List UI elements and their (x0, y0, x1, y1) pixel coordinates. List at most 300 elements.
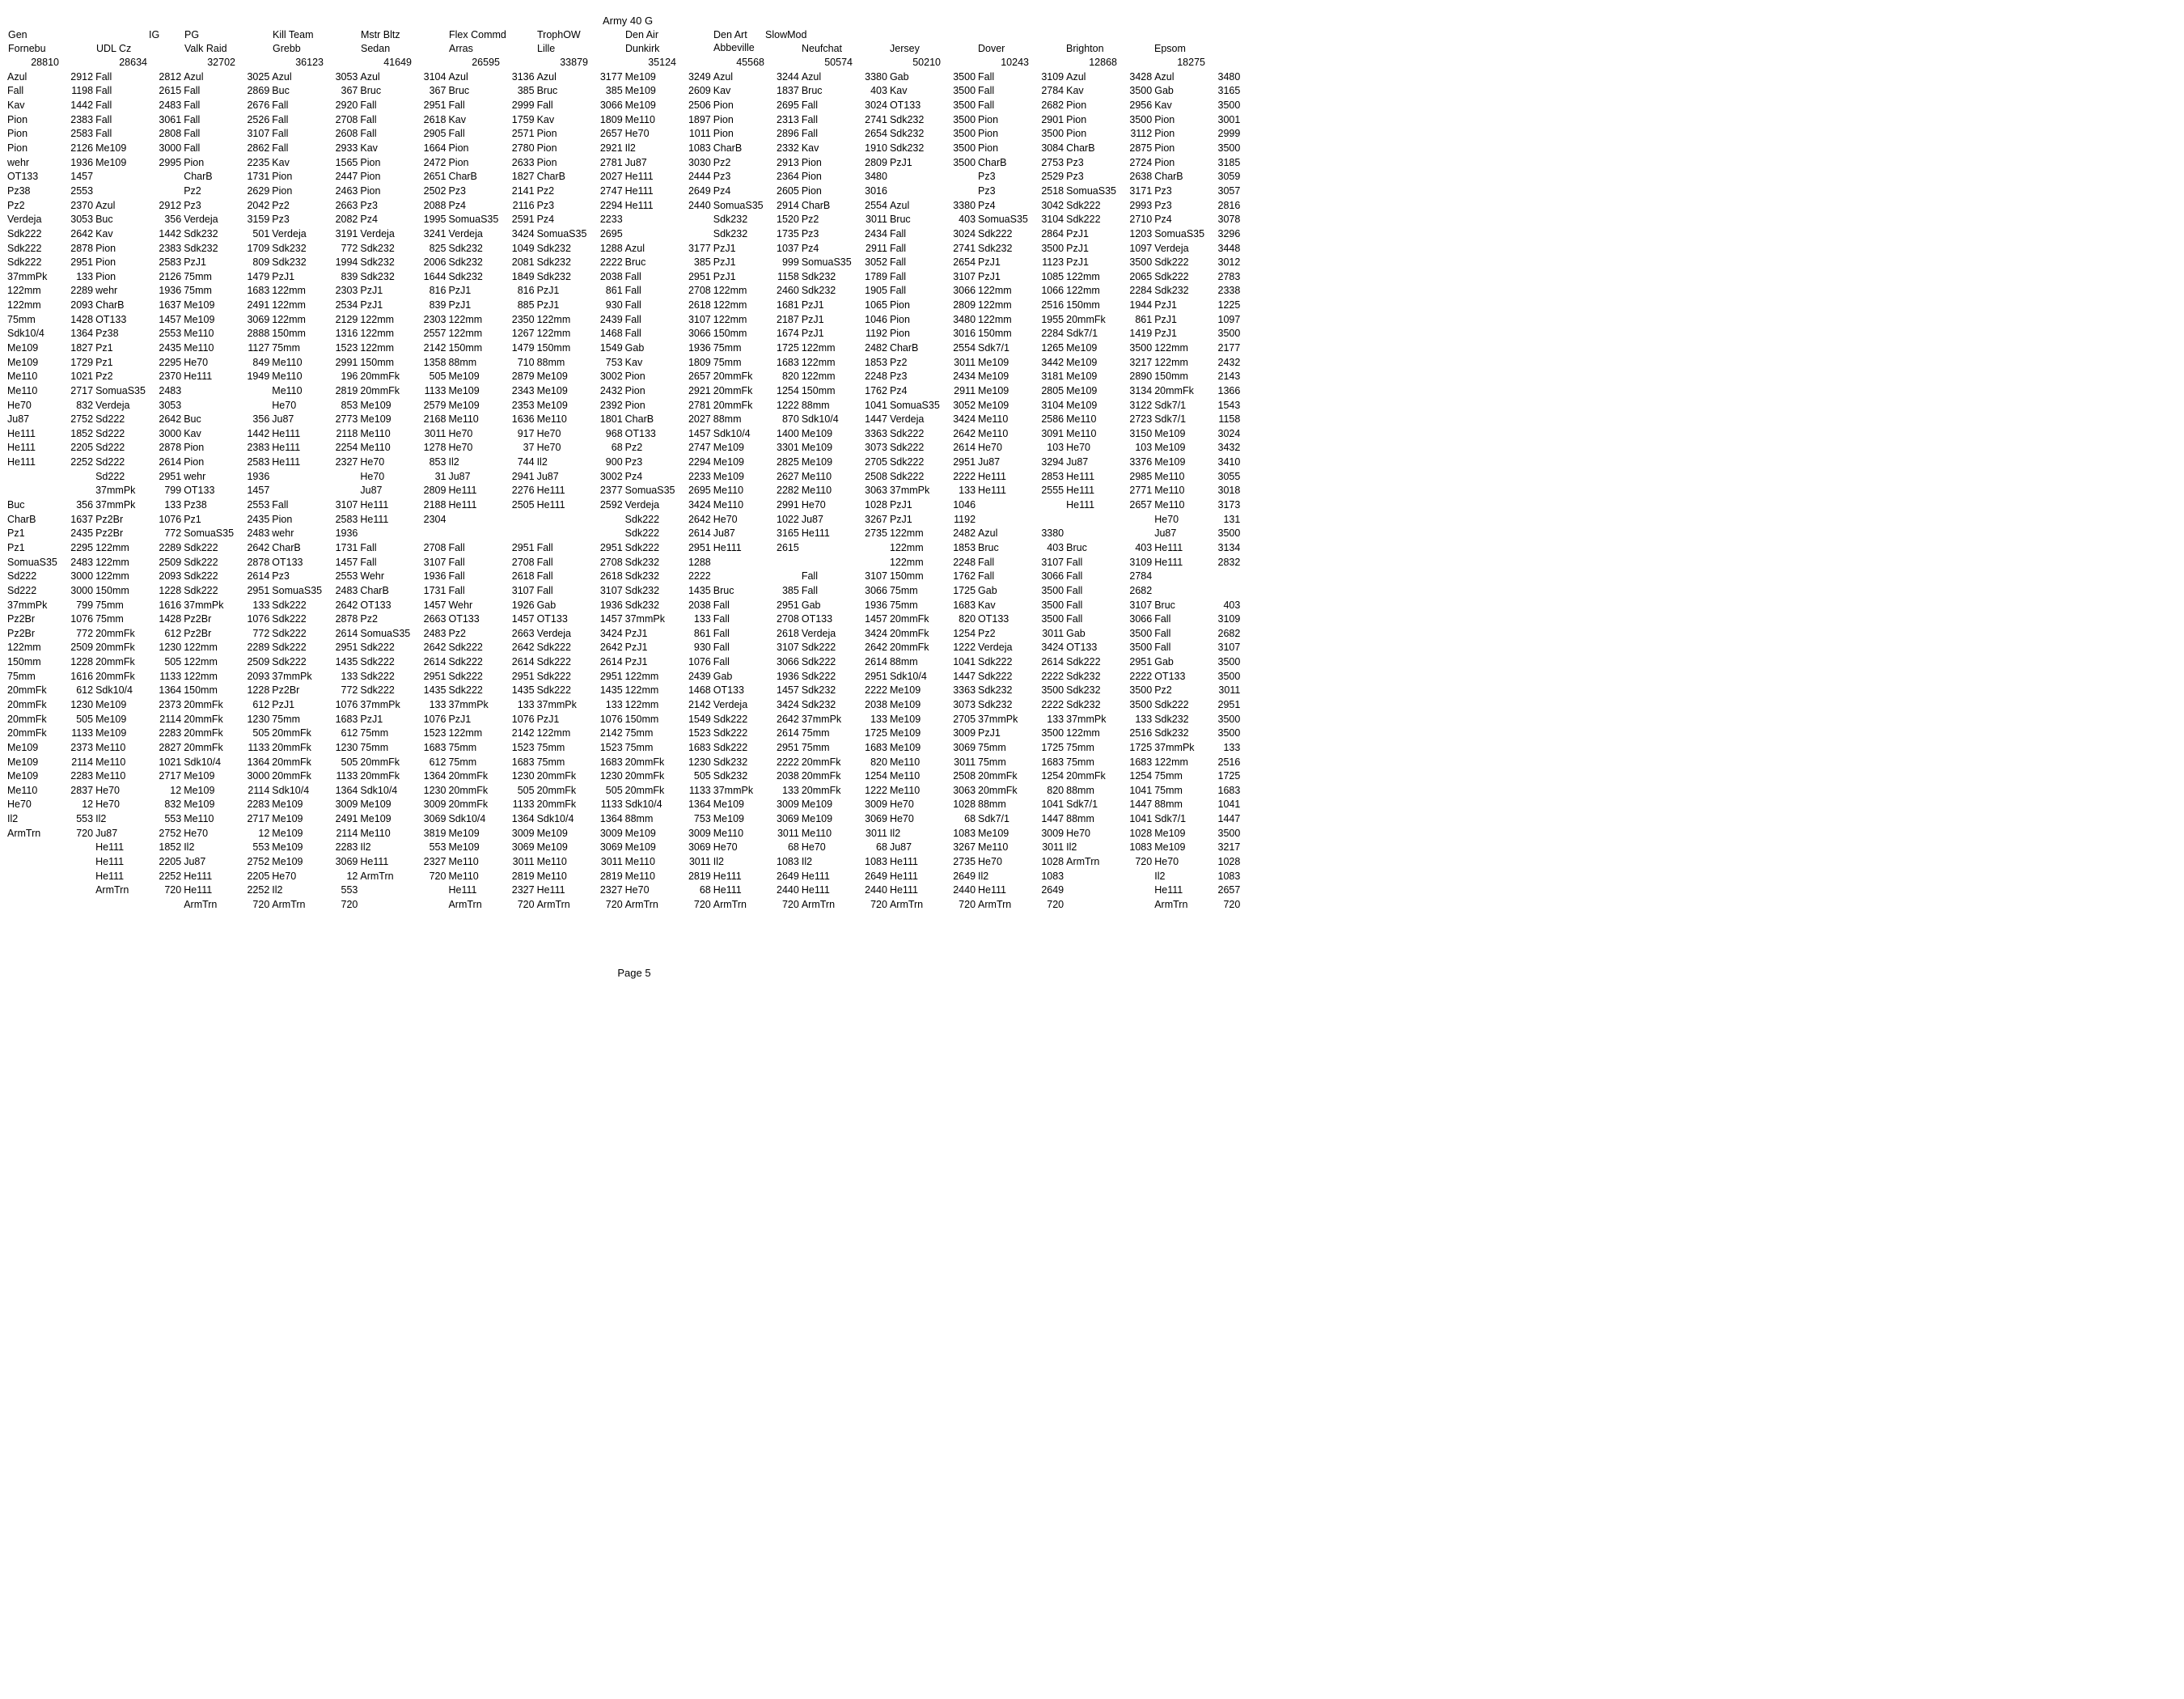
unit-name: OT133 (184, 485, 215, 497)
unit-name: He111 (448, 884, 477, 896)
table-row (1064, 769, 1152, 783)
table-row (799, 555, 887, 570)
table-row (446, 740, 534, 755)
unit-name: Fall (360, 541, 377, 553)
unit-name: SomuaS35 (7, 556, 57, 568)
unit-name: Sdk232 (889, 128, 925, 140)
unit-name: SomuaS35 (360, 627, 411, 639)
table-row (623, 883, 711, 898)
table-row (446, 426, 534, 441)
unit-name: Pz4 (801, 242, 819, 254)
table-row (358, 783, 446, 798)
unit-value: 2819 (511, 870, 535, 882)
table-row (1064, 798, 1152, 812)
unit-name: 75mm (801, 741, 830, 753)
unit-name: Pz2Br (184, 627, 212, 639)
column-name: Fornebu (8, 43, 46, 54)
unit-name: 122mm (360, 313, 395, 325)
unit-value: 2222 (1041, 670, 1064, 682)
unit-name: PzJ1 (448, 299, 472, 311)
table-row (976, 341, 1064, 355)
table-row (358, 512, 446, 527)
unit-name: He111 (272, 427, 301, 439)
unit-value: 3500 (1217, 670, 1241, 682)
unit-value: 403 (1047, 541, 1064, 553)
header-gen: Gen (8, 29, 28, 40)
table-row (93, 112, 181, 127)
unit-name: Me110 (624, 113, 655, 125)
unit-name: 37mmPk (184, 599, 224, 611)
unit-value: 1636 (511, 413, 535, 426)
unit-value: 1022 (777, 513, 799, 525)
unit-value: 1133 (71, 727, 94, 739)
unit-name: Il2 (536, 456, 548, 468)
unit-name: SomuaS35 (448, 214, 499, 226)
unit-name: Pz2 (713, 156, 731, 168)
table-row (976, 869, 1064, 883)
table-row (181, 441, 269, 455)
table-row (976, 98, 1064, 112)
unit-name: Azul (272, 70, 292, 83)
unit-name: Bruc (536, 85, 558, 97)
unit-name: He70 (978, 856, 1002, 868)
table-row (623, 227, 711, 241)
table-row (5, 641, 93, 655)
unit-value: 1083 (1041, 870, 1064, 882)
table-row (446, 127, 534, 142)
unit-value: 3217 (1129, 356, 1153, 368)
table-row (181, 512, 269, 527)
table-row (358, 527, 446, 541)
table-row (181, 70, 269, 84)
unit-name: Gab (1154, 85, 1174, 97)
unit-value: 1479 (511, 341, 535, 354)
unit-value: 1565 (335, 156, 358, 168)
unit-value: 1228 (247, 684, 270, 697)
table-row (93, 527, 181, 541)
table-row (535, 798, 623, 812)
unit-name: Me109 (801, 813, 833, 825)
table-row (976, 755, 1064, 769)
table-row (181, 98, 269, 112)
unit-name: 75mm (7, 670, 36, 682)
unit-value: 3011 (512, 856, 535, 868)
unit-name: 20mmFk (95, 642, 135, 654)
table-row (446, 70, 534, 84)
unit-name: 75mm (1066, 756, 1094, 768)
unit-name: Kav (95, 227, 113, 239)
table-row (1152, 327, 1240, 341)
unit-name: Sdk222 (448, 642, 483, 654)
table-row (269, 755, 358, 769)
unit-name: He70 (95, 799, 120, 811)
table-row (711, 255, 799, 269)
table-row (5, 112, 93, 127)
unit-value: 2222 (953, 470, 976, 482)
table-row (711, 854, 799, 869)
unit-value: 1759 (511, 113, 535, 125)
unit-value: 2642 (70, 227, 94, 239)
unit-value: 385 (781, 584, 799, 596)
unit-name: Ju87 (184, 856, 206, 868)
unit-name: Pz2 (448, 627, 467, 639)
unit-value: 2708 (511, 556, 535, 568)
unit-value: 1254 (1041, 770, 1064, 782)
unit-value: 3009 (777, 799, 799, 811)
table-row (976, 455, 1064, 469)
unit-name: Sdk222 (978, 670, 1013, 682)
unit-value: 2951 (1217, 699, 1241, 710)
table-row (535, 70, 623, 84)
table-row (887, 527, 976, 541)
unit-name: Me109 (184, 313, 215, 325)
table-row (269, 184, 358, 198)
unit-name: Pz3 (624, 456, 643, 468)
unit-name: Sdk232 (272, 242, 307, 254)
unit-name: Me110 (360, 442, 391, 454)
unit-name: Me109 (713, 456, 744, 468)
unit-name: Sdk7/1 (1066, 799, 1098, 811)
unit-value: 720 (517, 898, 535, 910)
unit-name: Me110 (272, 384, 303, 396)
table-row (1064, 484, 1152, 498)
unit-value: 133 (781, 784, 799, 796)
unit-value: 68 (787, 841, 799, 854)
column-total: 12868 (1089, 57, 1117, 68)
unit-name: Me109 (184, 770, 215, 782)
unit-value: 2289 (247, 642, 270, 654)
unit-name: Pz38 (184, 499, 207, 511)
unit-name: He111 (713, 541, 742, 553)
unit-name: Gab (536, 599, 557, 611)
unit-name: Me110 (1154, 470, 1185, 482)
unit-name: Fall (95, 85, 112, 97)
table-row (358, 141, 446, 155)
unit-value: 1731 (423, 584, 447, 596)
unit-name: Ju87 (272, 413, 294, 426)
unit-value: 2618 (688, 299, 711, 311)
table-row (1064, 598, 1152, 612)
unit-name: Verdeja (448, 227, 483, 239)
table-row (1152, 127, 1240, 142)
unit-value: 1133 (336, 770, 358, 782)
table-row (181, 726, 269, 740)
unit-name: Me110 (889, 784, 921, 796)
table-row (358, 241, 446, 256)
unit-value: 1133 (159, 670, 182, 682)
table-row (623, 112, 711, 127)
unit-value: 853 (429, 456, 447, 468)
unit-value: 1085 (1041, 270, 1064, 282)
unit-name: Pz2 (184, 184, 201, 197)
table-row (269, 883, 358, 898)
unit-value: 505 (429, 371, 447, 383)
unit-name: Me110 (889, 756, 921, 768)
table-row (623, 512, 711, 527)
unit-value: 133 (341, 670, 358, 682)
unit-value: 799 (76, 599, 94, 611)
unit-value: 2038 (599, 270, 623, 282)
unit-name: 122mm (978, 285, 1012, 297)
unit-value: 2222 (865, 684, 887, 697)
unit-value: 3500 (1041, 128, 1064, 140)
unit-name: Pz1 (184, 513, 201, 525)
unit-value: 1037 (777, 242, 799, 254)
unit-name: He111 (360, 856, 389, 868)
table-row (535, 684, 623, 698)
table-row (358, 398, 446, 413)
unit-value: 2708 (688, 285, 711, 297)
unit-value: 2735 (953, 856, 976, 868)
unit-name: Fall (360, 100, 377, 112)
unit-name: Fall (448, 541, 465, 553)
table-row (623, 98, 711, 112)
unit-name: Me109 (448, 827, 480, 839)
table-row (887, 498, 976, 512)
table-row (711, 355, 799, 370)
unit-value: 3432 (1217, 442, 1241, 454)
table-row (711, 198, 799, 213)
unit-value: 1254 (953, 627, 976, 639)
unit-name: Fall (978, 85, 995, 97)
unit-name: 75mm (624, 741, 654, 753)
unit-name: Azul (1154, 70, 1175, 83)
table-row (976, 655, 1064, 669)
table-row (799, 141, 887, 155)
unit-name: 122mm (713, 313, 747, 325)
unit-value: 2816 (1217, 199, 1241, 211)
table-row (93, 841, 181, 855)
unit-value: 1442 (247, 427, 270, 439)
unit-value: 68 (699, 884, 711, 896)
unit-name: Wehr (360, 570, 385, 583)
unit-name: Fall (889, 227, 907, 239)
table-row (1152, 70, 1240, 84)
unit-value: 1681 (777, 299, 799, 311)
table-row (1152, 255, 1240, 269)
unit-name: Sdk10/4 (624, 799, 662, 811)
table-row (799, 298, 887, 312)
unit-value: 612 (252, 699, 270, 710)
table-row (535, 169, 623, 184)
unit-name: 20mmFk (7, 727, 47, 739)
unit-name: Me109 (1154, 456, 1186, 468)
unit-value: 1065 (865, 299, 887, 311)
unit-name: Me109 (95, 699, 127, 710)
table-row (1064, 527, 1152, 541)
unit-value: 1076 (688, 656, 711, 668)
table-row (1064, 641, 1152, 655)
unit-name: 20mmFk (360, 756, 400, 768)
unit-name: 122mm (1154, 756, 1188, 768)
unit-value: 1457 (423, 599, 447, 611)
unit-name: Sdk232 (536, 270, 571, 282)
unit-name: 20mmFk (978, 784, 1018, 796)
unit-value: 1523 (599, 741, 623, 753)
unit-name: Me109 (889, 727, 921, 739)
unit-name: He111 (624, 184, 654, 197)
unit-name: Pion (624, 371, 645, 383)
table-row (711, 469, 799, 484)
table-row (269, 841, 358, 855)
table-row (269, 712, 358, 727)
table-row (887, 798, 976, 812)
unit-value: 3500 (1129, 341, 1153, 354)
unit-name: Pz4 (1154, 214, 1172, 226)
table-row (446, 155, 534, 170)
unit-name: Sdk222 (624, 527, 660, 540)
unit-name: 20mmFk (272, 727, 311, 739)
table-row (358, 583, 446, 598)
unit-value: 2999 (1217, 128, 1241, 140)
unit-name: Kav (978, 599, 996, 611)
table-row (1064, 284, 1152, 299)
unit-value: 1664 (423, 142, 447, 155)
unit-name: ArmTrn (801, 898, 836, 910)
unit-value: 2383 (247, 442, 270, 454)
table-row (535, 555, 623, 570)
unit-name: 122mm (1066, 727, 1100, 739)
table-row (711, 684, 799, 698)
unit-value: 12 (346, 870, 358, 882)
unit-value: 2583 (70, 128, 94, 140)
unit-name: Fall (713, 627, 730, 639)
unit-name: 20mmFk (272, 770, 311, 782)
unit-name: 88mm (978, 799, 1006, 811)
table-row (5, 841, 93, 855)
table-row (1152, 184, 1240, 198)
unit-value: 839 (341, 270, 358, 282)
unit-value: 2491 (335, 813, 358, 825)
unit-value: 2557 (423, 328, 447, 340)
table-row (358, 883, 446, 898)
unit-name: Me109 (1066, 341, 1098, 354)
unit-value: 3410 (1217, 456, 1241, 468)
table-row (5, 184, 93, 198)
table-row (446, 441, 534, 455)
unit-value: 3025 (247, 70, 270, 83)
table-row (446, 583, 534, 598)
unit-name: He111 (95, 856, 125, 868)
table-row (269, 141, 358, 155)
table-row (976, 241, 1064, 256)
unit-name: 20mmFk (184, 741, 223, 753)
unit-name: CharB (536, 171, 565, 183)
unit-name: He111 (1066, 499, 1095, 511)
unit-name: He111 (95, 870, 125, 882)
unit-name: Ju87 (7, 413, 30, 426)
unit-name: Sdk222 (7, 227, 42, 239)
unit-name: Pz2 (7, 199, 25, 211)
unit-value: 2553 (335, 570, 358, 583)
unit-value: 3063 (865, 485, 887, 497)
table-row (1152, 684, 1240, 698)
unit-value: 3480 (865, 171, 887, 183)
table-row (181, 555, 269, 570)
table-row (623, 854, 711, 869)
unit-value: 3376 (1129, 456, 1153, 468)
army-column (976, 70, 1064, 912)
unit-value: 2065 (1129, 270, 1153, 282)
table-row (799, 327, 887, 341)
unit-name: Sdk7/1 (1154, 399, 1187, 411)
unit-value: 2676 (247, 100, 270, 112)
unit-name: Gab (801, 599, 821, 611)
unit-value: 3296 (1217, 227, 1241, 239)
unit-value: 3000 (159, 142, 182, 155)
table-row (93, 498, 181, 512)
unit-value: 3078 (1217, 214, 1241, 226)
table-row (1064, 883, 1152, 898)
unit-name: SomuaS35 (801, 256, 852, 269)
table-row (976, 469, 1064, 484)
table-row (269, 455, 358, 469)
unit-name: Buc (272, 85, 290, 97)
table-row (623, 441, 711, 455)
unit-name: 20mmFk (801, 756, 841, 768)
table-row (181, 769, 269, 783)
unit-value: 2708 (335, 113, 358, 125)
table-row (446, 198, 534, 213)
unit-name: Azul (448, 70, 468, 83)
table-row (535, 869, 623, 883)
unit-value: 2614 (599, 656, 623, 668)
table-row (535, 312, 623, 327)
table-row (181, 469, 269, 484)
table-row (711, 312, 799, 327)
table-row (887, 198, 976, 213)
table-row (446, 540, 534, 555)
unit-value: 367 (341, 85, 358, 97)
unit-value: 3009 (865, 799, 887, 811)
unit-value: 2951 (423, 670, 447, 682)
unit-name: 20mmFk (713, 399, 753, 411)
unit-name: Fall (624, 270, 641, 282)
table-row (1064, 455, 1152, 469)
unit-name: PzJ1 (360, 285, 383, 297)
table-row (181, 298, 269, 312)
unit-name: He70 (889, 799, 914, 811)
table-row (887, 540, 976, 555)
table-row (358, 212, 446, 227)
unit-name: 150mm (1066, 299, 1100, 311)
table-row (269, 341, 358, 355)
unit-name: 20mmFk (95, 670, 135, 682)
unit-name: ArmTrn (536, 898, 570, 910)
unit-value: 2663 (423, 613, 447, 625)
unit-name: Fall (1066, 613, 1083, 625)
unit-name: Sdk10/4 (360, 784, 398, 796)
unit-name: Sdk222 (536, 642, 571, 654)
unit-name: Me110 (448, 413, 479, 426)
unit-value: 3009 (335, 799, 358, 811)
unit-name: Me110 (360, 427, 391, 439)
unit-value: 1442 (70, 100, 94, 112)
table-row (711, 555, 799, 570)
unit-name: 75mm (713, 356, 742, 368)
unit-value: 1066 (1041, 285, 1064, 297)
unit-name: Pion (95, 242, 116, 254)
unit-value: 2327 (511, 884, 535, 896)
unit-name: Pz2 (95, 371, 113, 383)
unit-value: 2663 (511, 627, 535, 639)
unit-value: 3011 (866, 827, 887, 839)
army-column (887, 70, 976, 912)
table-row (5, 369, 93, 383)
table-row (1152, 141, 1240, 155)
table-row (887, 626, 976, 641)
unit-value: 2609 (688, 85, 711, 97)
